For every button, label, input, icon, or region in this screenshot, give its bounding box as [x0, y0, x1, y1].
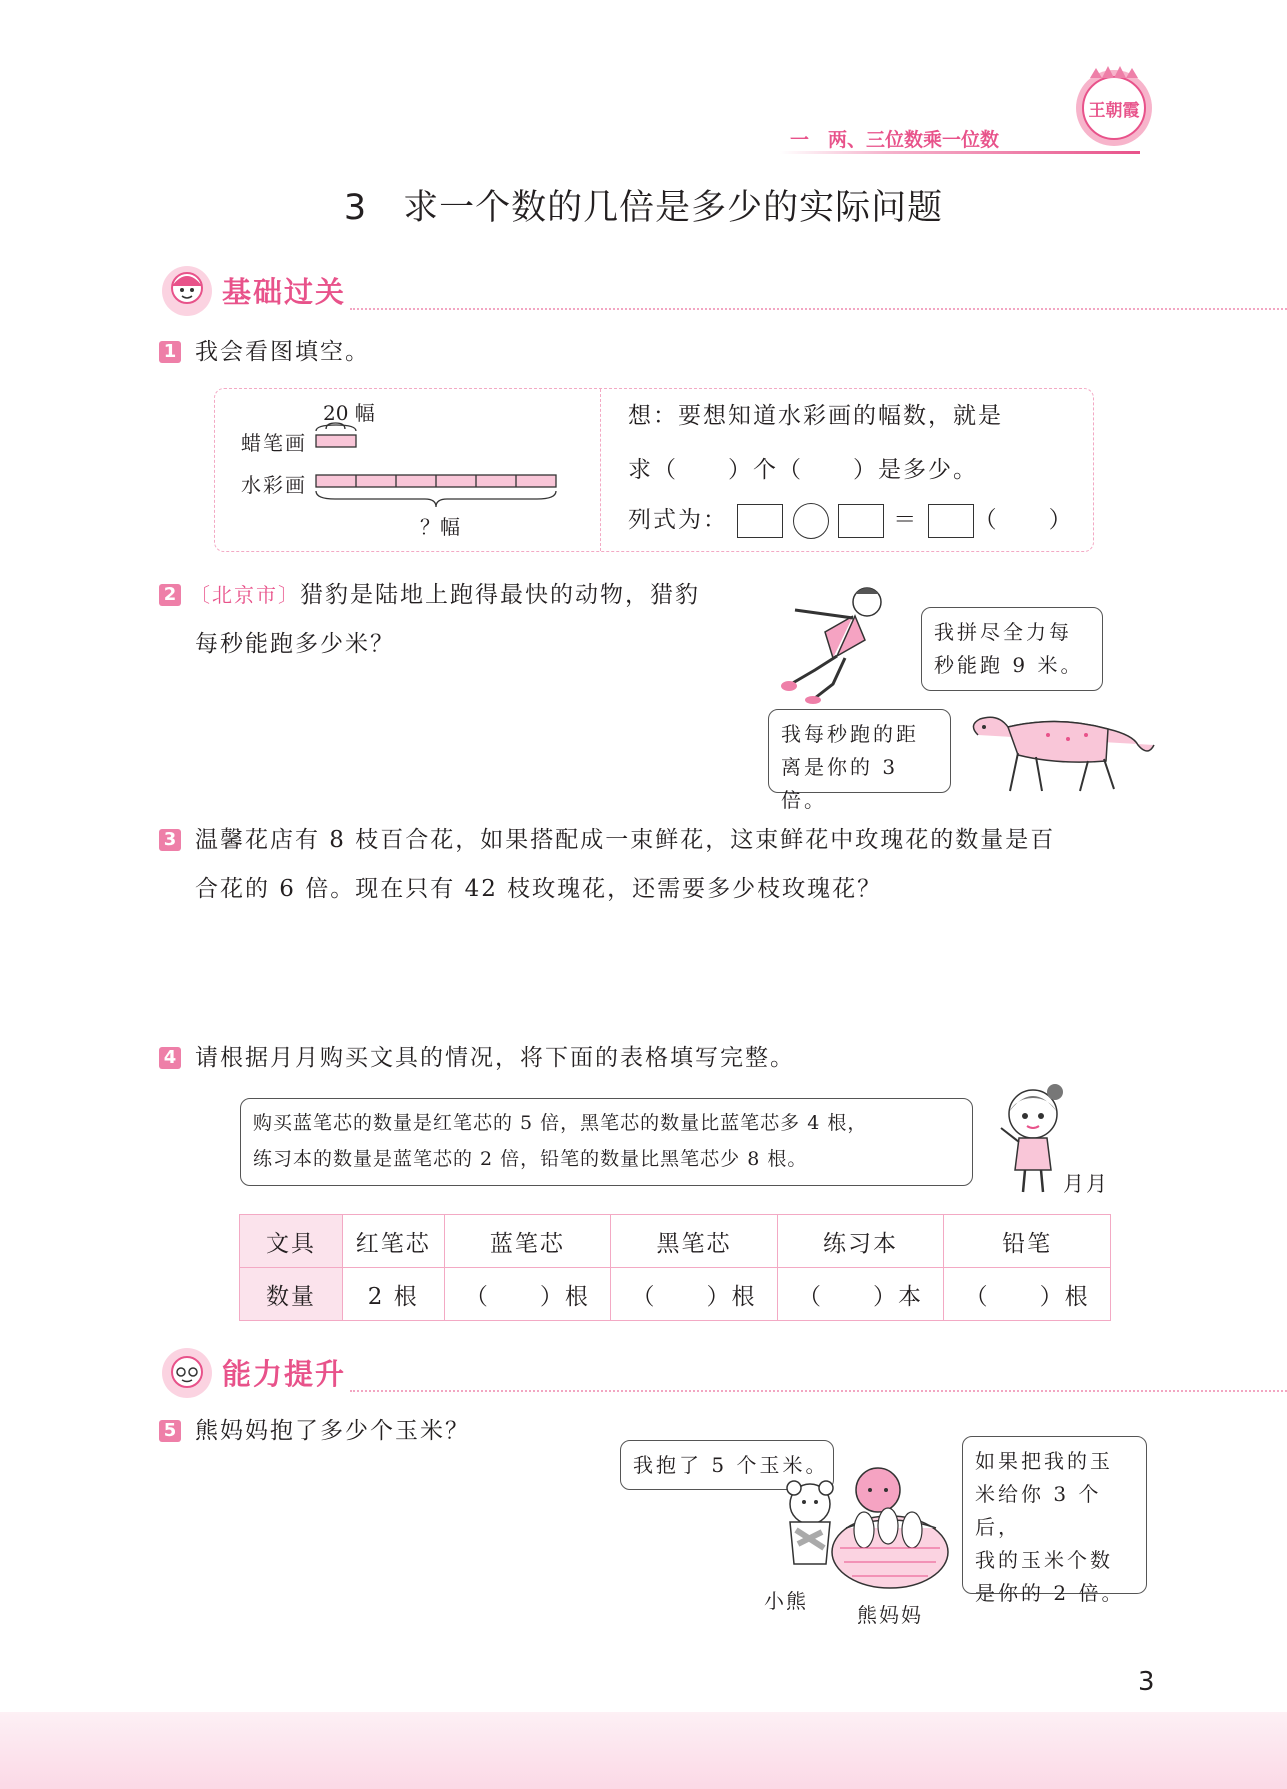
- question-number-2: 2: [159, 584, 181, 606]
- section-basic-header: [160, 264, 1160, 316]
- footer-band: [0, 1712, 1287, 1789]
- mom-bear: [832, 1468, 948, 1588]
- mom-speech-bubble: [962, 1436, 1147, 1605]
- q4-info-bubble: [240, 1098, 973, 1186]
- stationery-table: [239, 1214, 1111, 1321]
- logo-badge-icon: [1070, 62, 1158, 150]
- q4-info-line1: 购买蓝笔芯的数量是红笔芯的 5 倍，黑笔芯的数量比蓝笔芯多 4 根，: [253, 1112, 868, 1134]
- question-number-5: 5: [159, 1420, 181, 1442]
- runner-speech-bubble: [921, 607, 1103, 691]
- q3-line2: 合花的 6 倍。现在只有 42 枝玫瑰花，还需要多少枝玫瑰花？: [195, 876, 883, 902]
- q3-line1: 温馨花店有 8 枝百合花，如果搭配成一束鲜花，这束鲜花中玫瑰花的数量是百: [195, 827, 1056, 853]
- unit-blank[interactable]: （ ）: [973, 507, 1074, 533]
- section-divider: [350, 1390, 1287, 1392]
- q1-figure-box: [214, 388, 1094, 552]
- q2-line2: 每秒能跑多少米？: [195, 631, 395, 657]
- bar-bottom-label: ？幅: [420, 515, 460, 539]
- cheetah-speech-bubble: [768, 709, 951, 812]
- watercolor-bar: [316, 475, 556, 487]
- table-cell-quantity-blank[interactable]: （ ）本: [777, 1268, 944, 1321]
- section-divider: [350, 308, 1287, 310]
- brand-logo: [1070, 62, 1158, 150]
- formula-label: 列式为：: [628, 507, 728, 533]
- table-cell-quantity-blank[interactable]: （ ）根: [611, 1268, 778, 1321]
- q1-divider: [600, 389, 601, 551]
- table-cell-item: 铅笔: [944, 1215, 1111, 1268]
- question-number-4: 4: [159, 1047, 181, 1069]
- section-advanced-header: [160, 1346, 1160, 1398]
- runner-illustration: [775, 580, 895, 705]
- q4-prompt: 请根据月月购买文具的情况，将下面的表格填写完整。: [195, 1045, 795, 1071]
- header-underline: [780, 151, 1140, 154]
- table-cell-item: 黑笔芯: [611, 1215, 778, 1268]
- answer-box-3[interactable]: [928, 504, 974, 538]
- table-row: [240, 1268, 1111, 1321]
- runner-bubble-line1: 我拼尽全力每: [934, 620, 1072, 644]
- table-header-quantity: 数量: [240, 1268, 343, 1321]
- table-cell-item: 红笔芯: [343, 1215, 445, 1268]
- girl-name-label: 月月: [1063, 1172, 1109, 1196]
- cheetah-bubble-line1: 我每秒跑的距: [781, 722, 919, 746]
- q5-prompt: 熊妈妈抱了多少个玉米？: [195, 1418, 470, 1444]
- mom-bubble-line3: 我的玉米个数: [975, 1548, 1113, 1572]
- girl-yueyue-illustration: [993, 1080, 1073, 1195]
- cheetah-bubble-line2: 离是你的 3 倍。: [781, 755, 899, 812]
- q1-think-line2: 求（ ）个（ ）是多少。: [628, 457, 978, 483]
- q2-line1-text: 猎豹是陆地上跑得最快的动物，猎豹: [300, 582, 700, 608]
- page-number: 3: [1138, 1667, 1155, 1697]
- cub-name-label: 小熊: [764, 1589, 808, 1613]
- q4-info-line2: 练习本的数量是蓝笔芯的 2 倍，铅笔的数量比黑笔芯少 8 根。: [253, 1148, 808, 1170]
- equals-sign: ＝: [893, 507, 919, 533]
- mom-bubble-line1: 如果把我的玉: [975, 1449, 1113, 1473]
- cub-bubble-text: 我抱了 5 个玉米。: [633, 1453, 829, 1477]
- q1-think-line1: 想：要想知道水彩画的幅数，就是: [628, 403, 1003, 429]
- table-cell-quantity-blank[interactable]: （ ）根: [444, 1268, 611, 1321]
- q1-prompt: 我会看图填空。: [195, 339, 370, 365]
- table-header-item: 文具: [240, 1215, 343, 1268]
- mom-name-label: 熊妈妈: [857, 1603, 923, 1627]
- question-number-3: 3: [159, 829, 181, 851]
- table-cell-item: 练习本: [777, 1215, 944, 1268]
- runner-bubble-line2: 秒能跑 9 米。: [934, 653, 1084, 677]
- answer-box-1[interactable]: [737, 504, 783, 538]
- bears-illustration: [760, 1452, 960, 1592]
- boy-mascot-icon: [160, 1346, 214, 1400]
- cub-bear: [787, 1481, 833, 1564]
- q1-formula: [628, 501, 1074, 539]
- table-cell-quantity-blank[interactable]: （ ）根: [944, 1268, 1111, 1321]
- bar-row2-label: 水彩画: [241, 473, 307, 497]
- answer-box-2[interactable]: [838, 504, 884, 538]
- q2-region-tag: 〔北京市〕: [190, 583, 300, 607]
- crayon-bar: [316, 435, 356, 447]
- girl-mascot-icon: [160, 264, 214, 318]
- unit-label: 一 两、三位数乘一位数: [790, 129, 1000, 151]
- bar-row1-label: 蜡笔画: [241, 431, 307, 455]
- question-number-1: 1: [159, 341, 181, 363]
- section-advanced-title: 能力提升: [222, 1357, 347, 1391]
- cheetah-illustration: [958, 705, 1158, 795]
- section-basic-title: 基础过关: [222, 275, 347, 309]
- mom-bubble-line4: 是你的 2 倍。: [975, 1581, 1125, 1605]
- q2-line1: [190, 571, 700, 619]
- svg-text:王朝霞: 王朝霞: [1088, 101, 1140, 121]
- mom-bubble-line2: 米给你 3 个后，: [975, 1482, 1102, 1539]
- bar-top-label: 20 幅: [323, 401, 375, 425]
- table-cell-quantity: 2 根: [343, 1268, 445, 1321]
- lesson-title: 3 求一个数的几倍是多少的实际问题: [343, 188, 944, 228]
- table-cell-item: 蓝笔芯: [444, 1215, 611, 1268]
- operator-circle[interactable]: [793, 503, 829, 539]
- table-row: [240, 1215, 1111, 1268]
